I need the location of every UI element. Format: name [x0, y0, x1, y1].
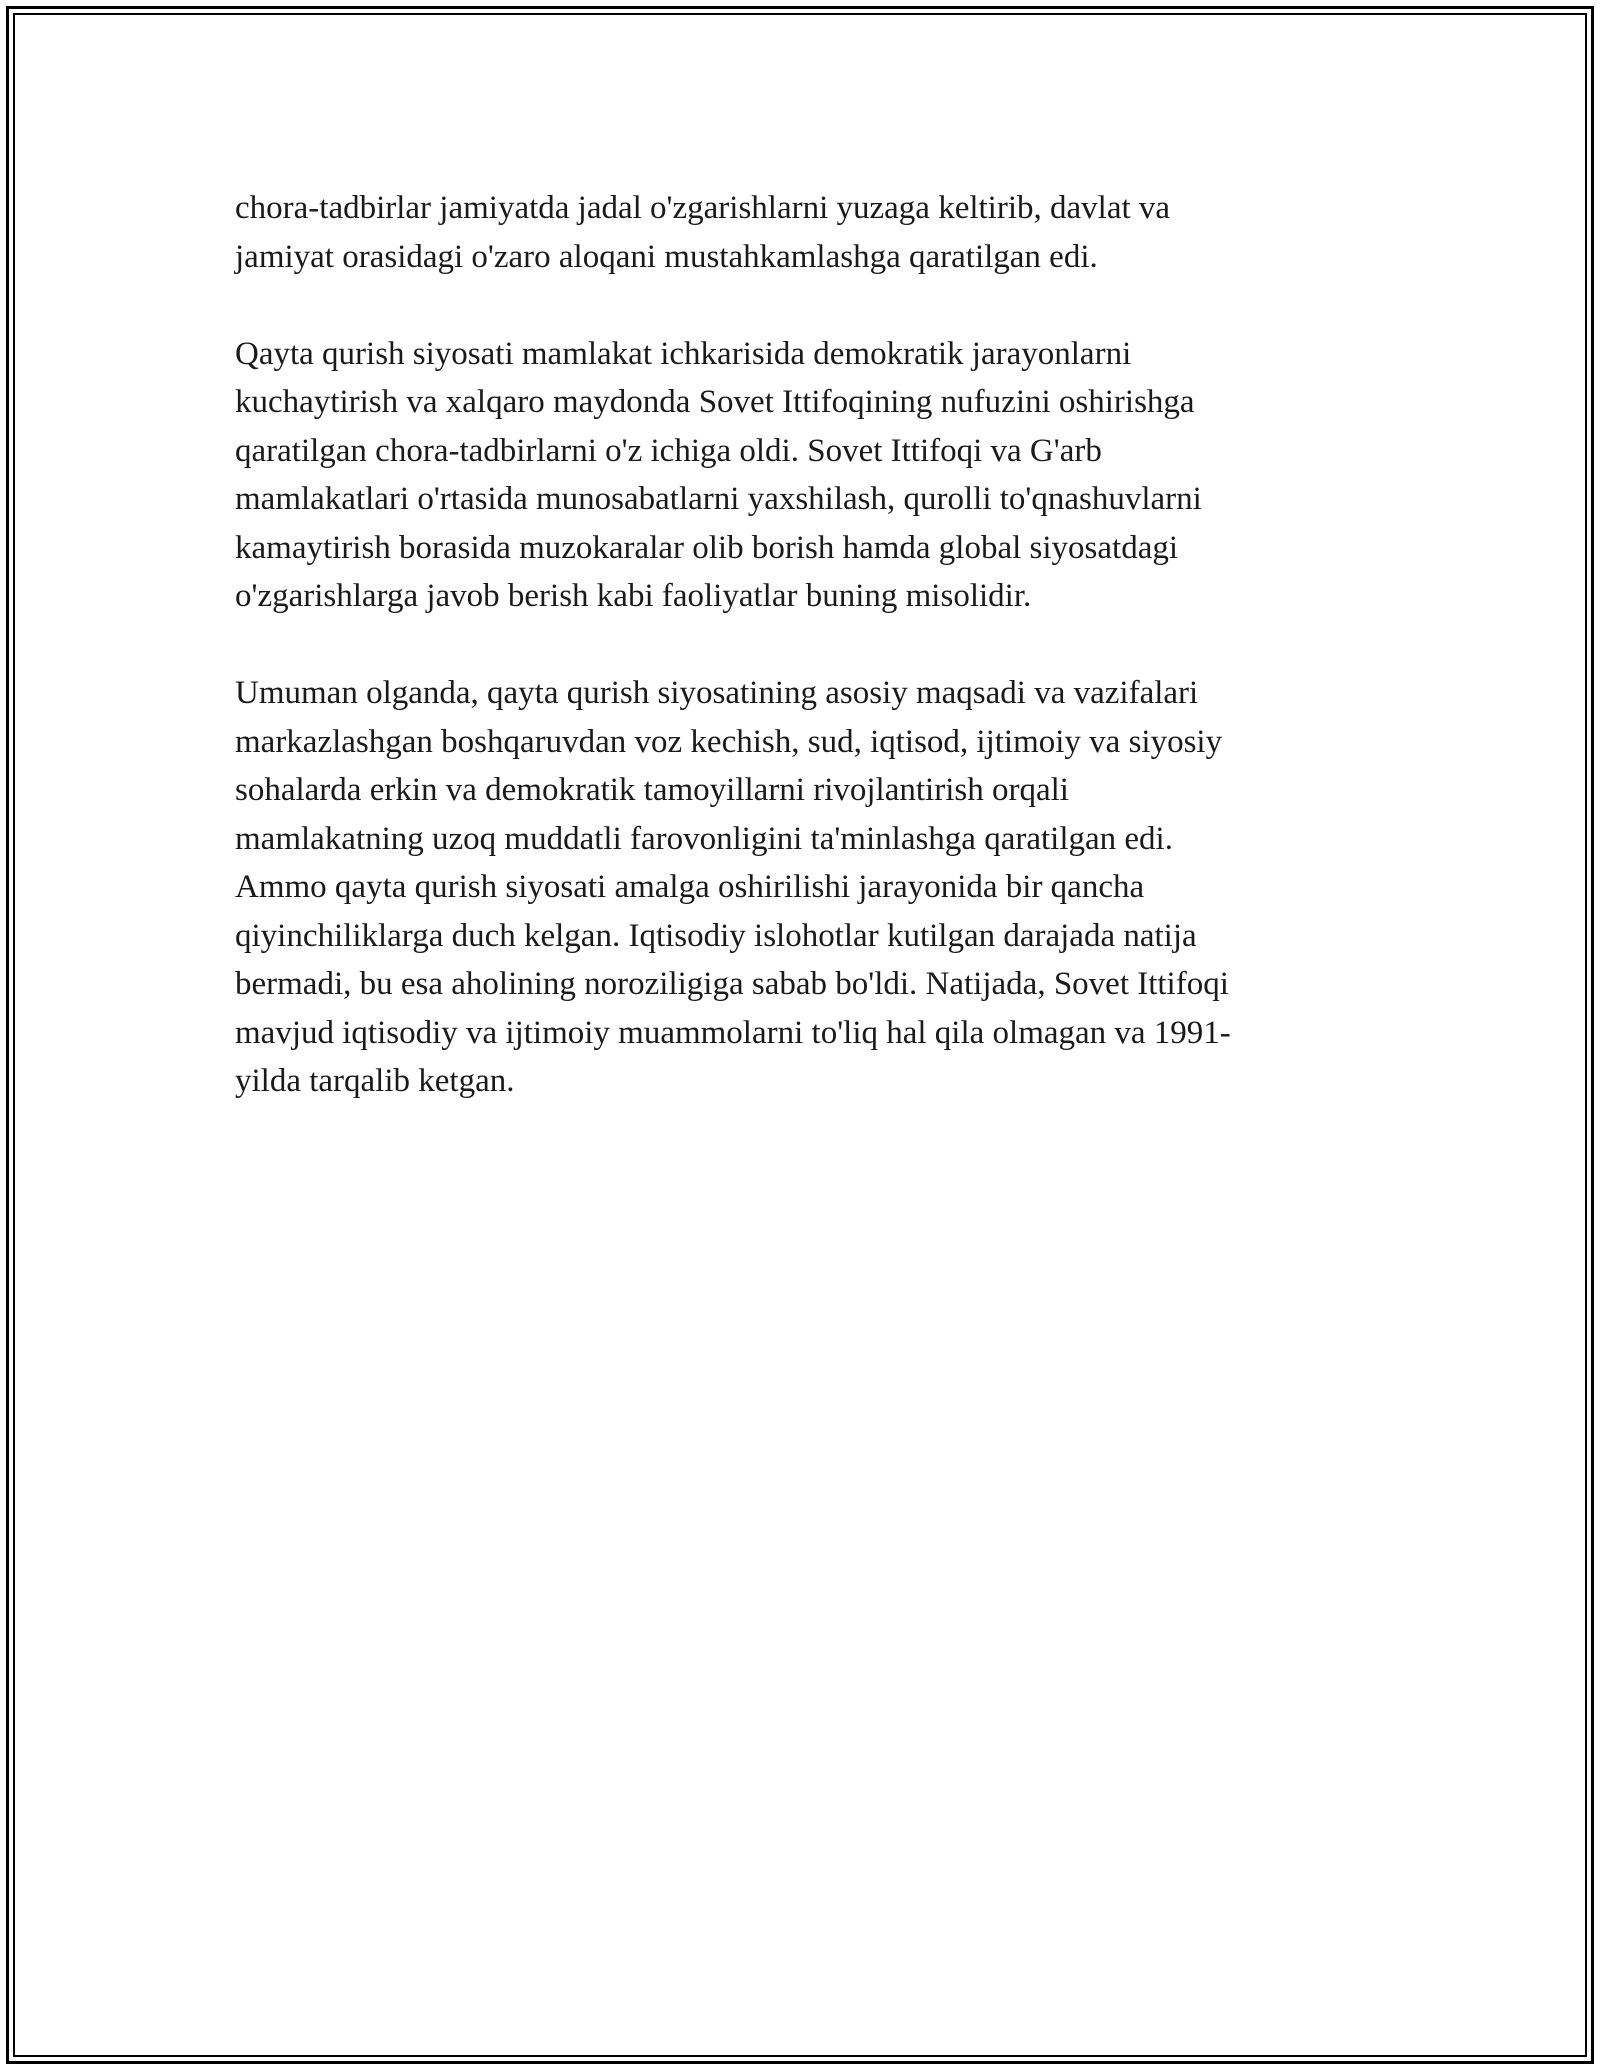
text-line: Ammo qayta qurish siyosati amalga oshirilishi jarayonida bir qancha	[235, 869, 1145, 905]
paragraph-1	[235, 184, 1365, 281]
text-line: kuchaytirish va xalqaro maydonda Sovet Ittifoqining nufuzini oshirishga	[235, 384, 1195, 420]
text-line: bermadi, bu esa aholining noroziligiga sabab bo'ldi. Natijada, Sovet Ittifoqi	[235, 966, 1229, 1002]
text-line: yilda tarqalib ketgan.	[235, 1063, 515, 1099]
text-line: mavjud iqtisodiy va ijtimoiy muammolarni to'liq hal qila olmagan va 1991-	[235, 1014, 1231, 1051]
text-line: kamaytirish borasida muzokaralar olib borish hamda global siyosatdagi	[235, 529, 1179, 566]
text-line: sohalarda erkin va demokratik tamoyillarni rivojlantirish orqali	[235, 772, 1069, 808]
text-line: chora-tadbirlar jamiyatda jadal o'zgarishlarni yuzaga keltirib, davlat va	[235, 190, 1171, 226]
text-line: markazlashgan boshqaruvdan voz kechish, sud, iqtisod, ijtimoiy va siyosiy	[235, 723, 1223, 760]
text-line: o'zgarishlarga javob berish kabi faoliyatlar buning misolidir.	[235, 578, 1032, 614]
text-line: mamlakatning uzoq muddatli farovonligini ta'minlashga qaratilgan edi.	[235, 820, 1173, 857]
text-line: qiyinchiliklarga duch kelgan. Iqtisodiy islohotlar kutilgan darajada natija	[235, 917, 1197, 954]
paragraph-3	[235, 669, 1365, 1106]
text-line: mamlakatlari o'rtasida munosabatlarni yaxshilash, qurolli to'qnashuvlarni	[235, 481, 1202, 517]
text-line: jamiyat orasidagi o'zaro aloqani mustahkamlashga qaratilgan edi.	[235, 238, 1098, 275]
paragraph-2	[235, 330, 1365, 621]
text-line: qaratilgan chora-tadbirlarni o'z ichiga oldi. Sovet Ittifoqi va G'arb	[235, 432, 1102, 469]
text-line: Qayta qurish siyosati mamlakat ichkarisida demokratik jarayonlarni	[235, 335, 1132, 372]
document-body	[235, 184, 1365, 1154]
text-line: Umuman olganda, qayta qurish siyosatining asosiy maqsadi va vazifalari	[235, 675, 1199, 711]
